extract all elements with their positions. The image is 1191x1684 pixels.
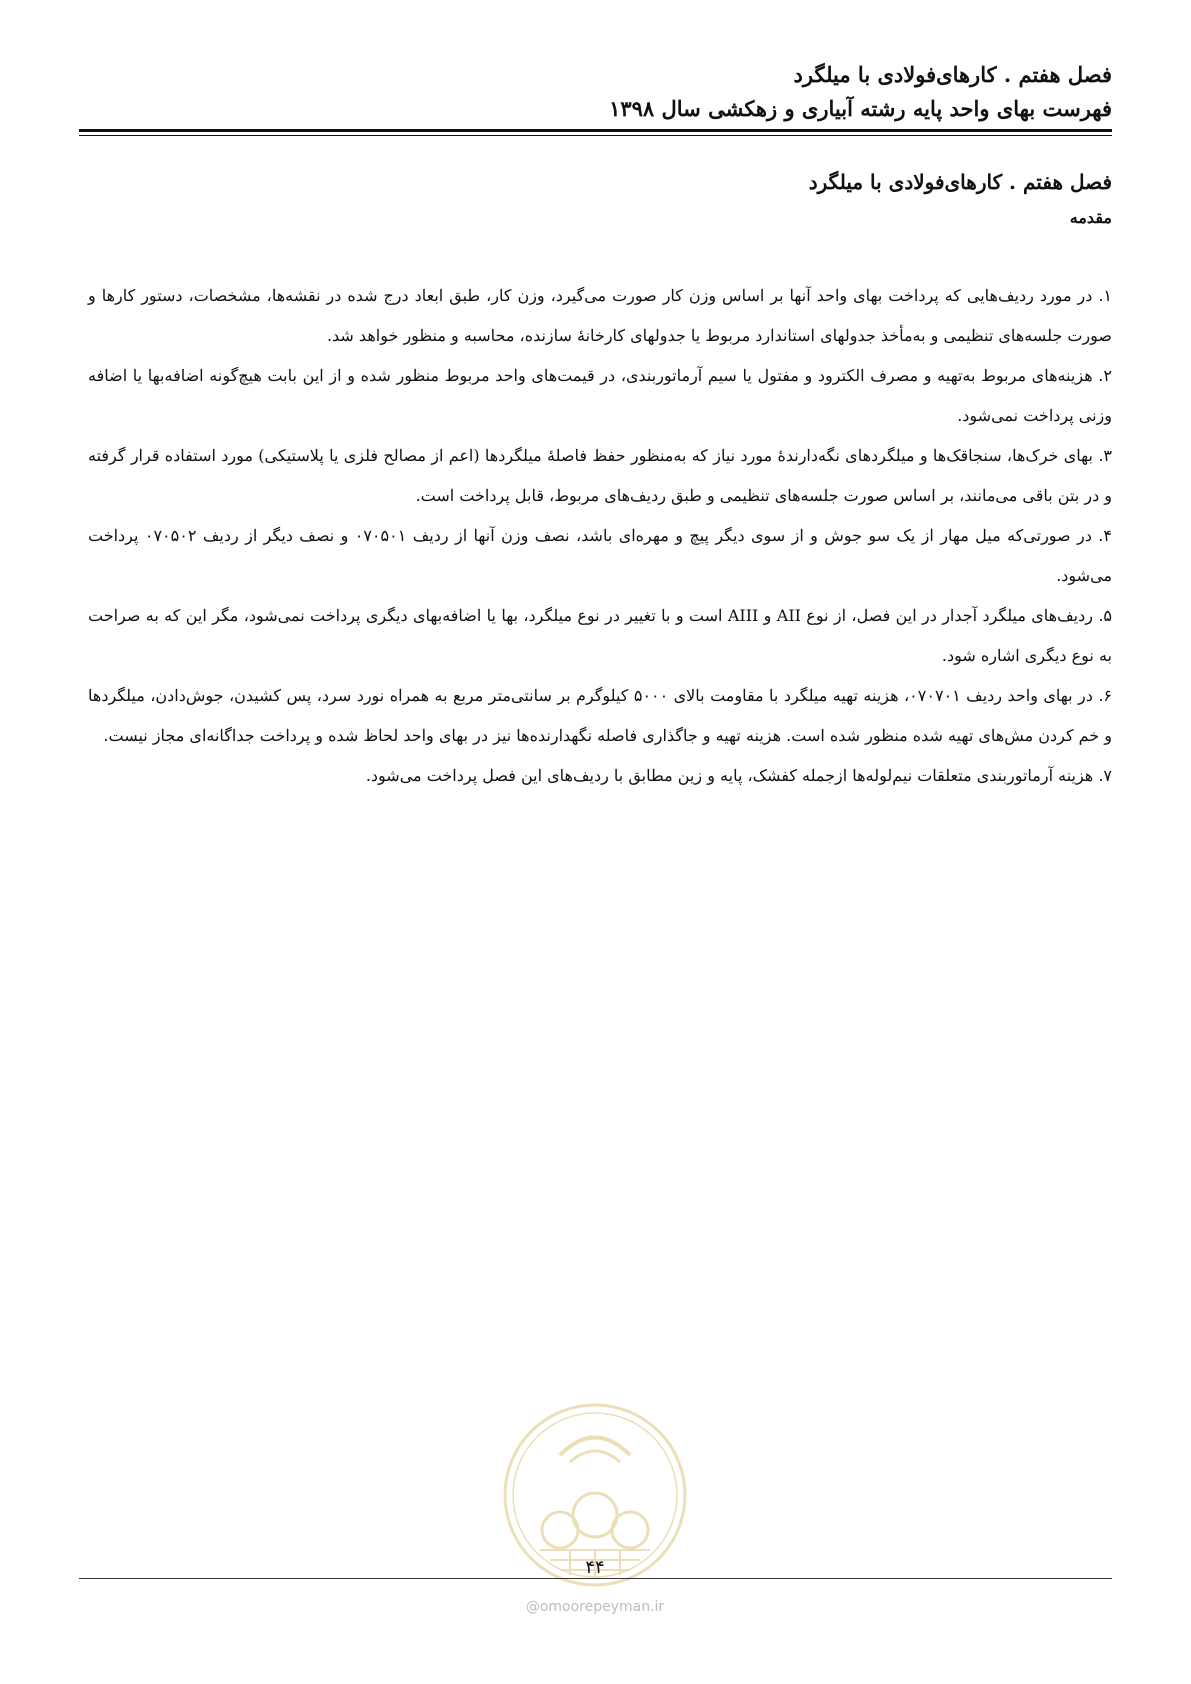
footer-rule [79, 1578, 1112, 1579]
paragraph-4: ۴. در صورتی‌که میل مهار از یک سو جوش و از سوی دیگر پیچ و مهره‌ای باشد، نصف وزن آنها از ردیف ۰۷۰۵۰۱ و نصف دیگر از ردیف ۰۷۰۵۰۲ پرداخت می‌شود. [88, 526, 1112, 585]
header-document-title: فهرست بهای واحد پایه رشته آبیاری و زهکشی سال ۱۳۹۸ [609, 96, 1112, 121]
footer-website: @omoorepeyman.ir [525, 1599, 665, 1615]
page-number: ۴۴ [585, 1557, 605, 1578]
header-rule-thick [79, 129, 1112, 132]
header-rule-thin [79, 135, 1112, 136]
paragraph-1: ۱. در مورد ردیف‌هایی که پرداخت بهای واحد آنها بر اساس وزن کار صورت می‌گیرد، وزن کار، طبق ابعاد درج شده در نقشه‌ها، مشخصات، دستور کارها و صورت جلسه‌های تنظیمی و به‌مأخذ جدولهای استاندارد مربوط یا جدولهای کارخانهٔ سازنده، محاسبه و منظور خواهد شد. [88, 286, 1113, 345]
paragraph-3: ۳. بهای خرک‌ها، سنجاقک‌ها و میلگردهای نگه‌دارندهٔ مورد نیاز که به‌منظور حفظ فاصلهٔ میلگردها (اعم از مصالح فلزی یا پلاستیکی) مورد استفاده قرار گرفته و در بتن باقی می‌مانند، بر اساس صورت جلسه‌های تنظیمی و طبق ردیف‌های مربوط، قابل پرداخت است. [88, 446, 1113, 505]
body-text [88, 276, 1112, 796]
chapter-title: فصل هفتم . کارهای‌فولادی با میلگرد [808, 170, 1112, 194]
paragraph-2: ۲. هزینه‌های مربوط به‌تهیه و مصرف الکترود و مفتول یا سیم آرماتوربندی، در قیمت‌های واحد مربوط منظور شده و از این بابت هیچ‌گونه اضافه‌بها یا اضافه وزنی پرداخت نمی‌شود. [88, 366, 1112, 425]
header-chapter-line: فصل هفتم . کارهای‌فولادی با میلگرد [793, 62, 1112, 87]
page-header [79, 58, 1112, 126]
paragraph-6: ۶. در بهای واحد ردیف ۰۷۰۷۰۱، هزینه تهیه میلگرد با مقاومت بالای ۵۰۰۰ کیلوگرم بر سانتی‌متر مربع به همراه نورد سرد، پس کشیدن، جوش‌دادن، میلگردها و خم کردن مش‌های تهیه شده منظور شده است. هزینه تهیه و جاگذاری فاصله نگهدارنده‌ها نیز در بهای واحد لحاظ شده و پرداخت جداگانه‌ای مجاز نیست. [88, 686, 1112, 745]
paragraph-5: ۵. ردیف‌های میلگرد آجدار در این فصل، از نوع AII و AIII است و با تغییر در نوع میلگرد، بها یا اضافه‌بهای دیگری پرداخت نمی‌شود، مگر این که به صراحت به نوع دیگری اشاره شود. [88, 606, 1113, 665]
section-title: مقدمه [1069, 208, 1112, 227]
paragraph-7: ۷. هزینه آرماتوربندی متعلقات نیم‌لوله‌ها ازجمله کفشک، پایه و زین مطابق با ردیف‌های این فصل پرداخت می‌شود. [365, 766, 1112, 785]
